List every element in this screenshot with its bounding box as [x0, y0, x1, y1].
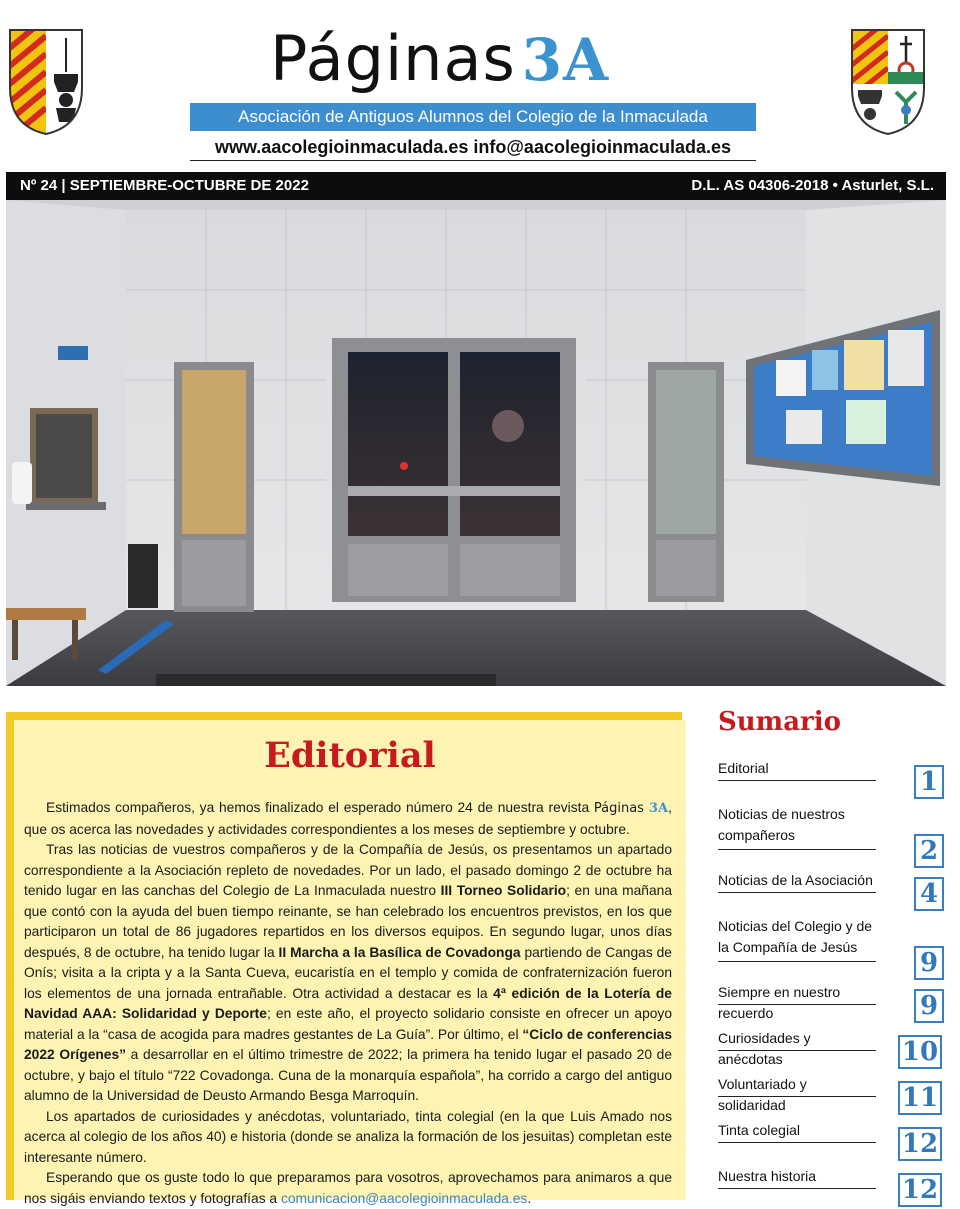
hero-photo-entrance-hall [6, 200, 946, 686]
editorial-paragraph [24, 840, 672, 1107]
issue-info-bar [6, 172, 946, 200]
magazine-title-word: Páginas [270, 22, 516, 95]
sumario-item-rule [718, 892, 876, 893]
highlight-loteria: 4ª edición de la Lotería de Navidad AAA: Solidaridad y Deporte [24, 985, 672, 1021]
magazine-title-number: 3A [521, 26, 610, 94]
editorial-paragraph [24, 798, 672, 840]
editorial-paragraph: Los apartados de curiosidades y anécdotas, voluntariado, tinta colegial (en la que Luis Amado nos acerca al colegio de los años 40) e historia (donde se analiza la formación de los jesuitas) completan este interesante número. [24, 1108, 672, 1165]
sumario-page-number[interactable]: 9 [914, 946, 944, 980]
sumario-item-rule [718, 1188, 876, 1189]
editorial-paragraph [24, 1168, 672, 1209]
sumario-item-rule [718, 1096, 876, 1097]
editorial-text: partiendo de Cangas de Onís; visita a la cripta y a la Santa Cueva, eucaristía en el templo y comida de confraternización fueron los elementos de una jornada entrañable. Otra actividad a destacar es la [24, 944, 672, 1001]
editorial-text: Tras las noticias de vuestros compañeros y de la Compañía de Jesús, os presentamos un apartado correspondiente a la Asociación repleto de novedades. Por un lado, el pasado domingo 2 de octubre ha tenido lugar en las canchas del Colegio de La Inmaculada nuestro [24, 842, 672, 898]
sumario-item-label: Tinta colegial [718, 1122, 800, 1138]
sumario-page-number[interactable]: 10 [898, 1035, 942, 1069]
editorial-text: ; en este año, el proyecto solidario consiste en ofrecer un apoyo material a la “casa de acogida para madres gestantes de La Guía”. Por último, el [24, 1006, 672, 1042]
sumario-item-rule [718, 1004, 876, 1005]
highlight-ciclo: “Ciclo de conferencias 2022 Orígenes” [24, 1026, 672, 1062]
editorial-text: ; en una mañana que contó con la ayuda del buen tiempo reinante, se han celebrado los encuentros previstos, en los que participaron un total de 86 jugadores repartidos en los diversos equipos. En segundo lugar, unos días después, 8 de octubre, ha tenido lugar la [24, 883, 672, 960]
editorial-body [24, 798, 672, 1209]
editorial-text: , que os acerca las novedades y actividades correspondientes a los meses de septiembre y octubre. [24, 800, 672, 837]
sumario-page-number[interactable]: 2 [914, 834, 944, 868]
issue-number-date: Nº 24 | SEPTIEMBRE-OCTUBRE DE 2022 [20, 177, 309, 194]
sumario-page-number[interactable]: 4 [914, 877, 944, 911]
inline-brand-number: 3A [649, 801, 669, 816]
sumario-item-rule [718, 1142, 876, 1143]
sumario-item-label: Noticias de la Asociación [718, 872, 873, 888]
sumario-item-label: Siempre en nuestro recuerdo [718, 984, 841, 1021]
magazine-title [270, 20, 710, 98]
editorial-text: a desarrollar en el último trimestre de 2022; la primera ha tenido lugar el pasado 20 de octubre, y bajo el título “722 Covadonga. Cuna de la monarquía española”, ha corrido a cargo del antiguo alumno de la Universidad de Deusto Armando Besga Marroquín. [24, 1047, 672, 1103]
highlight-torneo: III Torneo Solidario [440, 883, 567, 898]
sumario-item-rule [718, 780, 876, 781]
inline-brand [594, 801, 668, 816]
right-heraldic-shield-icon [848, 26, 928, 138]
sumario-item-rule [718, 849, 876, 850]
sumario-page-number[interactable]: 12 [898, 1127, 942, 1161]
sumario-item-label: Noticias del Colegio y de la Compañía de Jesús [718, 918, 873, 955]
sumario-item-label: Noticias de nuestros compañeros [718, 806, 845, 843]
sumario-page-number[interactable]: 11 [898, 1081, 942, 1115]
association-name-band: Asociación de Antiguos Alumnos del Colegio de la Inmaculada [190, 103, 756, 131]
highlight-marcha: II Marcha a la Basílica de Covadonga [278, 944, 521, 960]
legal-deposit: D.L. AS 04306-2018 • Asturlet, S.L. [691, 177, 934, 194]
contact-email-link[interactable]: comunicacion@aacolegioinmaculada.es [280, 1190, 528, 1206]
sumario-item-label: Curiosidades y anécdotas [718, 1030, 811, 1067]
sumario-page-number[interactable]: 9 [914, 989, 944, 1023]
left-heraldic-shield-icon [6, 26, 86, 138]
sumario-item-label: Voluntariado y solidaridad [718, 1076, 807, 1113]
sumario-title: Sumario [718, 707, 841, 737]
editorial-text: Estimados compañeros, ya hemos finalizado el esperado número 24 de nuestra revista [46, 800, 594, 815]
sumario-page-number[interactable]: 12 [898, 1173, 942, 1207]
sumario-item-label: Nuestra historia [718, 1168, 817, 1184]
sumario-item-label: Editorial [718, 760, 769, 776]
contact-line: www.aacolegioinmaculada.es info@aacolegioinmaculada.es [190, 134, 756, 161]
editorial-text: . [527, 1190, 532, 1206]
sumario-item-rule [718, 961, 876, 962]
inline-brand-word: Páginas [593, 801, 644, 816]
sumario-item-rule [718, 1050, 876, 1051]
sumario-page-number[interactable]: 1 [914, 765, 944, 799]
editorial-title: Editorial [264, 735, 436, 776]
editorial-text: Esperando que os guste todo lo que preparamos para vosotros, aprovechamos para animaros a que nos sigáis enviando textos y fotografías a [24, 1170, 672, 1206]
